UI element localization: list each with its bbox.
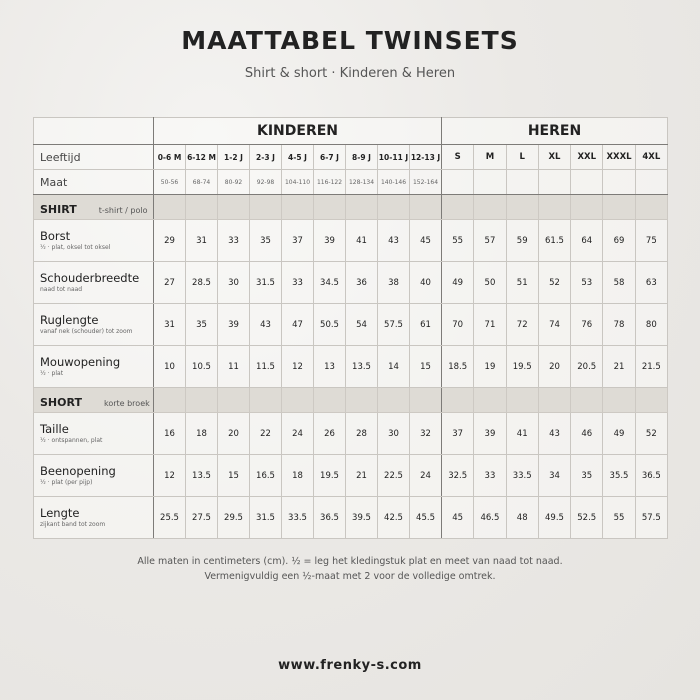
kids-value-cell: 50.5 [314,304,346,346]
men-value-cell: 20.5 [571,346,603,388]
men-value-cell: 37 [442,413,474,455]
men-value-cell: 52.5 [571,497,603,539]
kids-value-cell: 27 [154,262,186,304]
kids-value-cell: 24 [410,455,442,497]
kids-value-cell: 13.5 [186,455,218,497]
men-value-cell: 61.5 [538,220,570,262]
kids-age-cell: 8-9 J [346,145,378,170]
men-value-cell: 63 [635,262,667,304]
section-fill-cell [474,388,506,413]
kids-maat-cell: 80-92 [218,170,250,195]
section-fill-cell [250,195,282,220]
men-maat-empty-cell [571,170,603,195]
kids-maat-cell: 68-74 [186,170,218,195]
section-fill-cell [218,388,250,413]
kids-value-cell: 39 [314,220,346,262]
men-size-cell: S [442,145,474,170]
measure-row [34,497,668,539]
kids-value-cell: 41 [346,220,378,262]
kids-value-cell: 13.5 [346,346,378,388]
men-value-cell: 75 [635,220,667,262]
measure-row [34,346,668,388]
men-value-cell: 55 [442,220,474,262]
kids-value-cell: 31 [186,220,218,262]
measure-row [34,220,668,262]
men-value-cell: 58 [603,262,635,304]
men-value-cell: 69 [603,220,635,262]
measure-label-cell [34,346,154,388]
men-value-cell: 21.5 [635,346,667,388]
section-fill-cell [154,388,186,413]
men-value-cell: 36.5 [635,455,667,497]
section-fill-cell [538,195,570,220]
men-value-cell: 57.5 [635,497,667,539]
section-fill-cell [282,388,314,413]
men-value-cell: 35.5 [603,455,635,497]
section-fill-cell [538,388,570,413]
kids-value-cell: 43 [250,304,282,346]
measure-row [34,455,668,497]
men-size-cell: L [506,145,538,170]
men-value-cell: 64 [571,220,603,262]
men-value-cell: 53 [571,262,603,304]
section-fill-cell [506,195,538,220]
kids-maat-cell: 92-98 [250,170,282,195]
kids-value-cell: 16.5 [250,455,282,497]
measure-name: Taille [40,422,69,436]
kids-value-cell: 36.5 [314,497,346,539]
men-value-cell: 33 [474,455,506,497]
section-fill-cell [282,195,314,220]
section-fill-cell [571,195,603,220]
section-name: SHIRT [40,202,77,216]
group-header-heren: HEREN [442,118,668,145]
measure-label-cell [34,497,154,539]
group-header-row [34,118,668,145]
men-value-cell: 19.5 [506,346,538,388]
men-maat-empty-cell [538,170,570,195]
men-maat-empty-cell [474,170,506,195]
men-value-cell: 55 [603,497,635,539]
kids-value-cell: 54 [346,304,378,346]
section-fill-cell [474,195,506,220]
section-fill-cell [314,195,346,220]
kids-value-cell: 28 [346,413,378,455]
kids-value-cell: 57.5 [378,304,410,346]
section-fill-cell [635,388,667,413]
section-header-row [34,195,668,220]
section-fill-cell [410,195,442,220]
kids-value-cell: 11 [218,346,250,388]
kids-value-cell: 47 [282,304,314,346]
kids-value-cell: 11.5 [250,346,282,388]
kids-value-cell: 35 [250,220,282,262]
kids-value-cell: 22.5 [378,455,410,497]
men-value-cell: 33.5 [506,455,538,497]
kids-value-cell: 37 [282,220,314,262]
section-note: t-shirt / polo [98,205,148,215]
kids-value-cell: 32 [410,413,442,455]
men-value-cell: 48 [506,497,538,539]
kids-maat-cell: 152-164 [410,170,442,195]
footnote-line-2: Vermenigvuldig een ½-maat met 2 voor de volledige omtrek. [204,571,496,582]
men-size-cell: XXL [571,145,603,170]
kids-value-cell: 20 [218,413,250,455]
men-maat-empty-cell [506,170,538,195]
kids-value-cell: 33.5 [282,497,314,539]
measure-name: Borst [40,229,71,243]
measure-name: Mouwopening [40,355,121,369]
section-note: korte broek [103,398,150,408]
men-value-cell: 49.5 [538,497,570,539]
kids-value-cell: 26 [314,413,346,455]
section-label-cell [34,195,154,220]
group-header-kinderen: KINDEREN [154,118,442,145]
men-value-cell: 76 [571,304,603,346]
kids-age-cell: 1-2 J [218,145,250,170]
kids-value-cell: 10.5 [186,346,218,388]
men-value-cell: 18.5 [442,346,474,388]
measure-row [34,304,668,346]
men-value-cell: 34 [538,455,570,497]
men-size-cell: XL [538,145,570,170]
kids-age-cell: 0-6 M [154,145,186,170]
kids-value-cell: 31.5 [250,262,282,304]
kids-value-cell: 43 [378,220,410,262]
men-value-cell: 21 [603,346,635,388]
measure-label-cell [34,220,154,262]
measure-instruction: ½ · plat, oksel tot oksel [40,244,111,251]
measure-label-cell [34,413,154,455]
men-value-cell: 52 [635,413,667,455]
men-size-cell: M [474,145,506,170]
section-fill-cell [442,388,474,413]
age-row [34,145,668,170]
men-value-cell: 32.5 [442,455,474,497]
age-row-label: Leeftijd [34,145,154,170]
kids-value-cell: 30 [218,262,250,304]
kids-value-cell: 34.5 [314,262,346,304]
kids-maat-cell: 50-56 [154,170,186,195]
website-url: www.frenky-s.com [278,658,422,673]
kids-age-cell: 12-13 J [410,145,442,170]
section-fill-cell [635,195,667,220]
kids-value-cell: 10 [154,346,186,388]
measure-instruction: ½ · plat (per pijp) [40,479,93,486]
men-value-cell: 70 [442,304,474,346]
section-header-row [34,388,668,413]
section-fill-cell [154,195,186,220]
men-value-cell: 43 [538,413,570,455]
kids-value-cell: 39.5 [346,497,378,539]
measure-instruction: naad tot naad [40,286,83,293]
section-fill-cell [603,388,635,413]
men-value-cell: 19 [474,346,506,388]
kids-age-cell: 2-3 J [250,145,282,170]
kids-maat-cell: 116-122 [314,170,346,195]
maat-row-label: Maat [34,170,154,195]
section-label-cell [34,388,154,413]
measure-name: Ruglengte [40,313,99,327]
page-subtitle: Shirt & short · Kinderen & Heren [244,66,456,81]
men-maat-empty-cell [635,170,667,195]
kids-value-cell: 35 [186,304,218,346]
men-value-cell: 49 [603,413,635,455]
page-title: MAATTABEL TWINSETS [181,26,519,55]
men-value-cell: 46.5 [474,497,506,539]
men-value-cell: 80 [635,304,667,346]
measure-label-cell [34,304,154,346]
kids-age-cell: 4-5 J [282,145,314,170]
men-value-cell: 50 [474,262,506,304]
men-value-cell: 46 [571,413,603,455]
footnote [0,554,700,584]
section-fill-cell [346,388,378,413]
men-size-cell: 4XL [635,145,667,170]
footnote-line-1: Alle maten in centimeters (cm). ½ = leg het kledingstuk plat en meet van naad tot naad. [137,556,563,567]
men-value-cell: 74 [538,304,570,346]
measure-name: Lengte [40,506,80,520]
men-value-cell: 39 [474,413,506,455]
measure-instruction: vanaf nek (schouder) tot zoom [40,328,133,335]
kids-value-cell: 42.5 [378,497,410,539]
kids-value-cell: 21 [346,455,378,497]
kids-value-cell: 16 [154,413,186,455]
section-fill-cell [186,388,218,413]
section-fill-cell [346,195,378,220]
section-fill-cell [571,388,603,413]
kids-value-cell: 24 [282,413,314,455]
kids-value-cell: 31.5 [250,497,282,539]
section-fill-cell [186,195,218,220]
kids-value-cell: 33 [218,220,250,262]
kids-value-cell: 30 [378,413,410,455]
men-maat-empty-cell [603,170,635,195]
men-value-cell: 51 [506,262,538,304]
section-fill-cell [250,388,282,413]
measure-row [34,262,668,304]
kids-value-cell: 15 [410,346,442,388]
section-fill-cell [603,195,635,220]
men-value-cell: 52 [538,262,570,304]
section-fill-cell [218,195,250,220]
section-fill-cell [314,388,346,413]
kids-value-cell: 38 [378,262,410,304]
kids-maat-cell: 104-110 [282,170,314,195]
kids-value-cell: 25.5 [154,497,186,539]
kids-value-cell: 18 [282,455,314,497]
size-chart-table [33,117,668,539]
kids-value-cell: 14 [378,346,410,388]
measure-name: Beenopening [40,464,116,478]
men-value-cell: 78 [603,304,635,346]
kids-value-cell: 28.5 [186,262,218,304]
kids-value-cell: 29 [154,220,186,262]
measure-label-cell [34,455,154,497]
section-name: SHORT [40,395,82,409]
kids-value-cell: 12 [282,346,314,388]
maat-row [34,170,668,195]
kids-value-cell: 29.5 [218,497,250,539]
kids-age-cell: 10-11 J [378,145,410,170]
men-value-cell: 71 [474,304,506,346]
kids-value-cell: 36 [346,262,378,304]
measure-instruction: ½ · plat [40,370,64,377]
measure-instruction: ½ · ontspannen, plat [40,437,103,444]
section-fill-cell [442,195,474,220]
men-size-cell: XXXL [603,145,635,170]
men-value-cell: 57 [474,220,506,262]
men-value-cell: 72 [506,304,538,346]
kids-maat-cell: 128-134 [346,170,378,195]
men-maat-empty-cell [442,170,474,195]
kids-value-cell: 40 [410,262,442,304]
measure-name: Schouderbreedte [40,271,140,285]
men-value-cell: 59 [506,220,538,262]
corner-cell [34,118,154,145]
kids-value-cell: 61 [410,304,442,346]
kids-value-cell: 39 [218,304,250,346]
kids-age-cell: 6-7 J [314,145,346,170]
men-value-cell: 45 [442,497,474,539]
section-fill-cell [410,388,442,413]
kids-maat-cell: 140-146 [378,170,410,195]
kids-value-cell: 22 [250,413,282,455]
kids-value-cell: 45 [410,220,442,262]
kids-value-cell: 15 [218,455,250,497]
kids-value-cell: 19.5 [314,455,346,497]
section-fill-cell [506,388,538,413]
kids-value-cell: 31 [154,304,186,346]
kids-value-cell: 27.5 [186,497,218,539]
kids-value-cell: 45.5 [410,497,442,539]
kids-value-cell: 33 [282,262,314,304]
measure-row [34,413,668,455]
measure-label-cell [34,262,154,304]
section-fill-cell [378,388,410,413]
men-value-cell: 49 [442,262,474,304]
men-value-cell: 20 [538,346,570,388]
men-value-cell: 35 [571,455,603,497]
men-value-cell: 41 [506,413,538,455]
kids-value-cell: 18 [186,413,218,455]
kids-age-cell: 6-12 M [186,145,218,170]
kids-value-cell: 12 [154,455,186,497]
section-fill-cell [378,195,410,220]
kids-value-cell: 13 [314,346,346,388]
measure-instruction: zijkant band tot zoom [40,521,106,528]
